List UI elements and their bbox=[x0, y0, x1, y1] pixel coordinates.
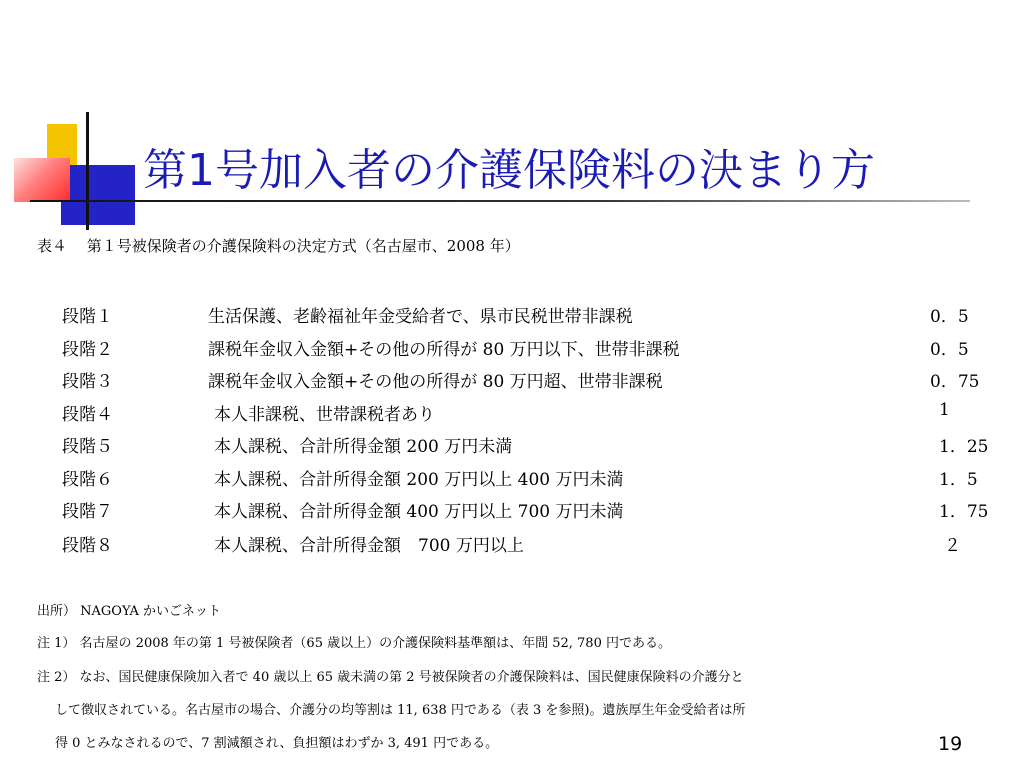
stage-label: 段階６ bbox=[62, 470, 113, 490]
stage-description: 本人課税、合計所得金額 200 万円未満 bbox=[214, 437, 513, 457]
footnote-2-line-1: 注 2） なお、国民健康保険加入者で 40 歳以上 65 歳未満の第 2 号被保険者の介護保険料は、国民健康保険料の介護分と bbox=[37, 670, 744, 685]
vertical-rule bbox=[86, 112, 89, 230]
blue-square-decoration bbox=[61, 165, 135, 225]
stage-description: 生活保護、老齢福祉年金受給者で、県市民税世帯非課税 bbox=[208, 307, 633, 327]
stage-label: 段階２ bbox=[62, 340, 113, 360]
stage-label: 段階７ bbox=[62, 502, 113, 522]
premium-rate: 1．5 bbox=[939, 470, 978, 490]
premium-rate: 0．75 bbox=[930, 372, 980, 392]
stage-description: 本人課税、合計所得金額 200 万円以上 400 万円未満 bbox=[214, 470, 624, 490]
page-number: 19 bbox=[938, 733, 963, 755]
premium-rate: 0．5 bbox=[930, 340, 969, 360]
footnote-1: 注 1） 名古屋の 2008 年の第 1 号被保険者（65 歳以上）の介護保険料基準額は、年間 52, 780 円である。 bbox=[37, 636, 671, 651]
title-underline-rule bbox=[30, 200, 970, 202]
footnote-2-line-3: 得 0 とみなされるので、7 割減額され、負担額はわずか 3, 491 円である。 bbox=[55, 736, 499, 751]
stage-label: 段階５ bbox=[62, 437, 113, 457]
premium-rate: 1 bbox=[939, 400, 950, 420]
premium-rate: ２ bbox=[944, 536, 961, 556]
premium-rate: 0．5 bbox=[930, 307, 969, 327]
source-note: 出所） NAGOYA かいごネット bbox=[37, 604, 222, 619]
stage-description: 課税年金収入金額+その他の所得が 80 万円以下、世帯非課税 bbox=[208, 340, 680, 360]
footnote-2-line-2: して徴収されている。名古屋市の場合、介護分の均等割は 11, 638 円である（表 3 を参照)。遺族厚生年金受給者は所 bbox=[55, 703, 746, 718]
red-square-decoration bbox=[14, 158, 70, 202]
slide-title: 第1号加入者の介護保険料の決まり方 bbox=[143, 145, 875, 196]
stage-description: 課税年金収入金額+その他の所得が 80 万円超、世帯非課税 bbox=[208, 372, 663, 392]
stage-label: 段階８ bbox=[62, 536, 113, 556]
stage-description: 本人非課税、世帯課税者あり bbox=[214, 405, 435, 425]
premium-rate: 1．25 bbox=[939, 437, 989, 457]
premium-rate: 1．75 bbox=[939, 502, 989, 522]
stage-label: 段階１ bbox=[62, 307, 113, 327]
stage-description: 本人課税、合計所得金額 400 万円以上 700 万円未満 bbox=[214, 502, 624, 522]
table-caption: 表４ 第１号被保険者の介護保険料の決定方式（名古屋市、2008 年） bbox=[37, 237, 520, 255]
stage-label: 段階３ bbox=[62, 372, 113, 392]
stage-description: 本人課税、合計所得金額 700 万円以上 bbox=[214, 536, 524, 556]
stage-label: 段階４ bbox=[62, 405, 113, 425]
